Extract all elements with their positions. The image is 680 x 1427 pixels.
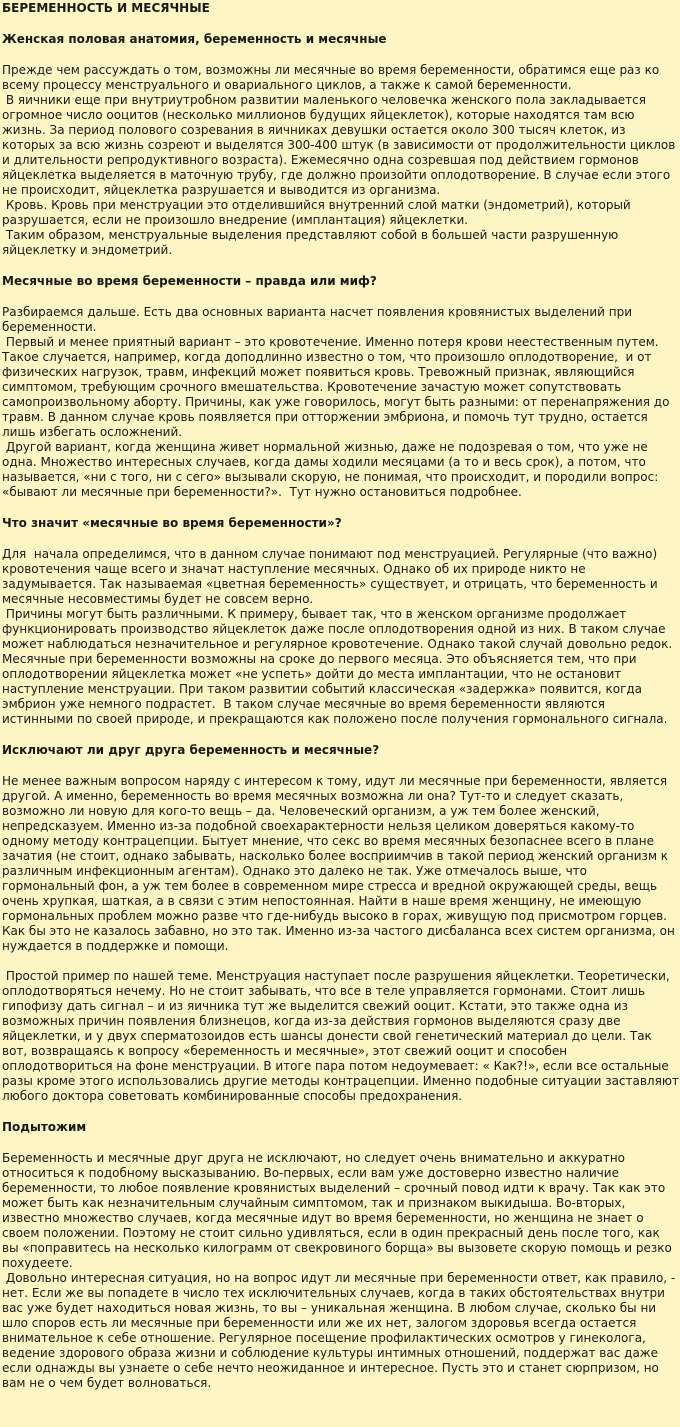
paragraph: Для начала определимся, что в данном случае понимают под менструацией. Регулярные (что важно) кровотечения чаще всего и значат наступление месячных. Однако об их природе никто не задумывается. Так называемая «цветная беременность» существует, и отрицать, что беременность и месячные несовместимы будет не совсем верно.	[2, 547, 662, 606]
paragraph: Беременность и месячные друг друга не исключают, но следует очень внимательно и аккуратно относиться к подобному высказыванию. Во-первых, если вам уже достоверно известно наличие беременности, то любое появление кровянистых выделений – срочный повод идти к врачу. Так как это может быть как незначительным случайным симптомом, так и признаком выкидыша. Во-вторых, известно множество случаев, когда месячные идут во время беременности, но женщина не знает о своем положении. Поэтому не стоит сильно удивляться, если в один прекрасный день после того, как вы «поправитесь на несколько килограмм от свекровиного борща» вы вызовете скорую помощь и резко похудеете.	[2, 1151, 676, 1270]
section-truth-or-myth	[2, 305, 680, 500]
paragraph: Другой вариант, когда женщина живет нормальной жизнью, даже не подозревая о том, что уже не одна. Множество интересных случаев, когда дамы ходили месяцами (а то и весь срок), а потом, что называется, «ни с того, ни с сего» вызывали скорую, не понимая, что происходит, и породили вопрос: «бывают ли месячные при беременности?». Тут нужно остановиться подробнее.	[2, 440, 663, 499]
paragraph: Кровь. Кровь при менструации это отделившийся внутренний слой матки (эндометрий), который разрушается, если не произошло внедрение (имплантация) яйцеклетки.	[2, 198, 635, 227]
paragraph: Не менее важным вопросом наряду с интересом к тому, идут ли месячные при беременности, является другой. А именно, беременность во время месячных возможна ли она? Тут-то и следует сказать, возможно ли новую для кого-то вещь – да. Человеческий организм, а уж тем более женский, непредсказуем. Именно из-за подобной своехарактерности нельзя целиком доверяться какому-то одному методу контрацепции. Бытует мнение, что секс во время месячных безопаснее всего в плане зачатия (не стоит, однако забывать, насколько более восприимчив в такой период женский организм к различным инфекционным агентам). Однако это далеко не так. Уже отмечалось выше, что гормональный фон, а уж тем более в современном мире стресса и вредной окружающей среды, вещь очень хрупкая, шаткая, а в связи с этим непостоянная. Найти в наше время женщину, не имеющую гормональных проблем можно разве что где-нибудь высоко в горах, живущую под присмотром горцев. Как бы это не казалось забавно, но это так. Именно из-за частого дисбаланса всех систем организма, он нуждается в поддержке и помощи.	[2, 774, 679, 953]
paragraph: Причины могут быть различными. К примеру, бывает так, что в женском организме продолжает функционировать производство яйцеклеток даже после оплодотворения одной из них. В таком случае может наблюдаться незначительное и регулярное кровотечение. Однако такой случай довольно редок. Месячные при беременности возможны на сроке до первого месяца. Это объясняется тем, что при оплодотворении яйцеклетка может «не успеть» дойти до места имплантации, что не остановит наступление менструации. При таком развитии событий классическая «задержка» появится, когда эмбрион уже немного подрастет. В таком случае месячные во время беременности являются истинными по своей природе, и прекращаются как положено после получения гормонального сигнала.	[2, 607, 676, 726]
paragraph: Таким образом, менструальные выделения представляют собой в большей части разрушенную яйцеклетку и эндометрий.	[2, 228, 623, 257]
section-heading-meaning: Что значит «месячные во время беременности»?	[2, 516, 342, 530]
section-heading-summary: Подытожим	[2, 1120, 87, 1134]
paragraph: Довольно интересная ситуация, но на вопрос идут ли месячные при беременности ответ, как правило, - нет. Если же вы попадете в число тех исключительных случаев, когда в таких обстоятельствах внутри вас уже будет находиться новая жизнь, то вы – уникальная женщина. В любом случае, сколько бы ни шло споров есть ли месячные при беременности или же их нет, залогом здоровья всегда остается внимательное к себе отношение. Регулярное посещение профилактических осмотров у гинеколога, ведение здорового образа жизни и соблюдение культуры интимных отношений, поддержат вас даже если однажды вы узнаете о себе нечто неожиданное и интересное. Пусть это и станет сюрпризом, но вам не о чем будет волноваться.	[2, 1271, 680, 1390]
paragraph: Прежде чем рассуждать о том, возможны ли месячные во время беременности, обратимся еще раз ко всему процессу менструального и овариального циклов, а также к самой беременности.	[2, 63, 664, 92]
paragraph: Первый и менее приятный вариант – это кровотечение. Именно потеря крови неестественным путем. Такое случается, например, когда доподлинно известно о том, что произошло оплодотворение, и от физических нагрузок, травм, инфекций может появиться кровь. Тревожный признак, являющийся симптомом, требующим срочного вмешательства. Кровотечение зачастую может сопутствовать самопроизвольному аборту. Причины, как уже говорилось, могут быть разными: от перенапряжения до травм. В данном случае кровь появляется при отторжении эмбриона, и помочь тут трудно, остается лишь избегать осложнений.	[2, 335, 674, 439]
article-title: БЕРЕМЕННОСТЬ И МЕСЯЧНЫЕ	[2, 1, 210, 15]
section-anatomy	[2, 63, 680, 258]
section-exclusive	[2, 774, 680, 1104]
section-heading-truth-or-myth: Месячные во время беременности – правда или миф?	[2, 274, 377, 288]
paragraph: Разбираемся дальше. Есть два основных варианта насчет появления кровянистых выделений при беременности.	[2, 305, 636, 334]
paragraph: В яичники еще при внутриутробном развитии маленького человечка женского пола закладывается огромное число ооцитов (несколько миллионов будущих яйцеклеток), которые находятся там всю жизнь. За период полового созревания в яичниках девушки остается около 300 тысяч клеток, из которых за всю жизнь созреют и выделятся 300-400 штук (в зависимости от продолжительности циклов и длительности репродуктивного возраста). Ежемесячно одна созревшая под действием гормонов яйцеклетка выделяется в маточную трубу, где должно произойти оплодотворение. В случае если этого не происходит, яйцеклетка разрушается и выводится из организма.	[2, 93, 680, 197]
section-summary	[2, 1151, 680, 1391]
paragraph: Простой пример по нашей теме. Менструация наступает после разрушения яйцеклетки. Теоретически, оплодотворяться нечему. Но не стоит забывать, что все в теле управляется гормонами. Стоит лишь гипофизу дать сигнал – и из яичника тут же выделится свежий ооцит. Кстати, это также одна из возможных причин появления близнецов, когда из-за действия гормонов выделяются сразу две яйцеклетки, и у двух сперматозоидов есть шансы донести свой генетический материал до цели. Так вот, возвращаясь к вопросу «беременность и месячные», этот свежий ооцит и способен оплодотвориться на фоне менструации. В итоге пара потом недоумевает: « Как?!», если все остальные разы кроме этого использовались другие методы контрацепции. Именно подобные ситуации заставляют любого доктора советовать комбинированные способы предохранения.	[2, 969, 679, 1103]
section-heading-exclusive: Исключают ли друг друга беременность и месячные?	[2, 743, 380, 757]
section-meaning	[2, 547, 680, 727]
section-heading-anatomy: Женская половая анатомия, беременность и месячные	[2, 32, 387, 46]
